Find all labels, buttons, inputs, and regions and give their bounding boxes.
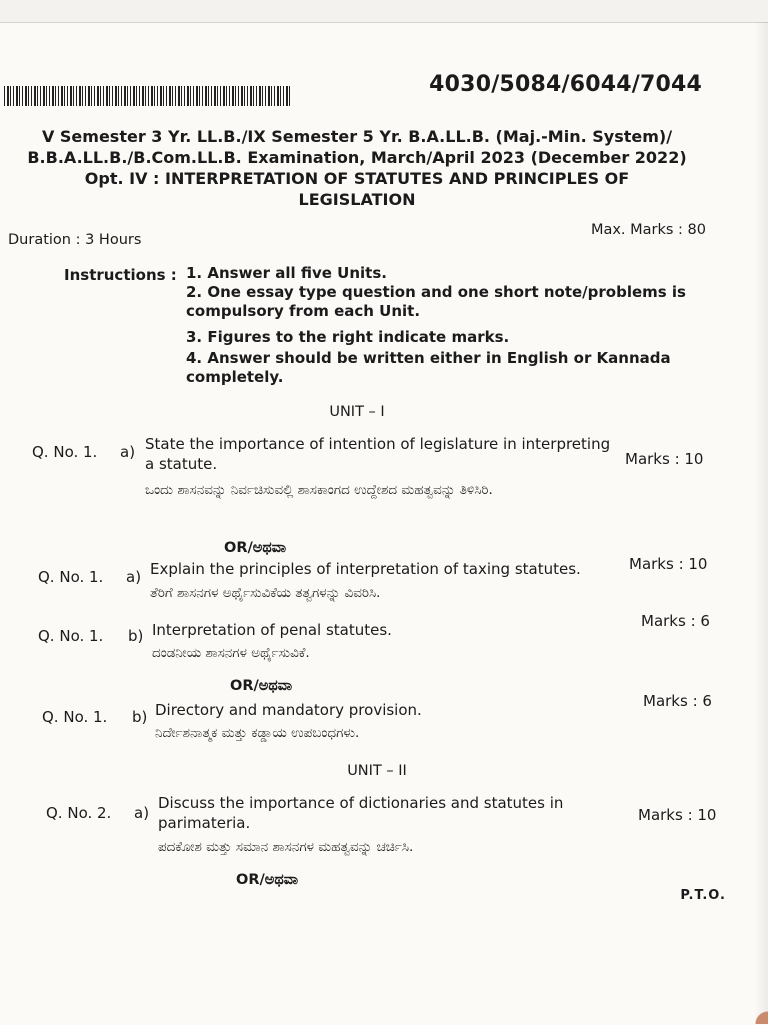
or-divider: OR/ಅಥವಾ: [236, 872, 299, 888]
marks: Marks : 6: [643, 692, 712, 710]
question-text-kannada: ತೆರಿಗೆ ಶಾಸನಗಳ ಅರ್ಥೈಸುವಿಕೆಯ ತತ್ವಗಳನ್ನು ವಿವರಿಸಿ.: [150, 585, 381, 601]
marks: Marks : 10: [638, 806, 717, 824]
finger-corner: [738, 1000, 768, 1024]
question-text: Discuss the importance of dictionaries and statutes in parimateria.: [158, 794, 564, 832]
or-divider: OR/ಅಥವಾ: [224, 540, 287, 556]
question-part: b): [132, 708, 148, 726]
exam-title-line2: B.B.A.LL.B./B.Com.LL.B. Examination, March/April 2023 (December 2022): [27, 148, 687, 167]
question-text: Explain the principles of interpretation of taxing statutes.: [150, 560, 581, 578]
instruction-item: 1. Answer all five Units.: [186, 264, 387, 282]
question-text: Interpretation of penal statutes.: [152, 621, 392, 639]
question-number: Q. No. 1.: [38, 568, 104, 586]
exam-title-line1: V Semester 3 Yr. LL.B./IX Semester 5 Yr. B.A.LL.B. (Maj.-Min. System)/: [41, 127, 673, 146]
question-text-kannada: ದಂಡನೀಯ ಶಾಸನಗಳ ಅರ್ಥೈಸುವಿಕೆ.: [152, 645, 310, 661]
instruction-item: 3. Figures to the right indicate marks.: [186, 328, 510, 346]
question-part: a): [120, 443, 136, 461]
or-divider: OR/ಅಥವಾ: [230, 678, 293, 694]
question-number: Q. No. 1.: [32, 443, 98, 461]
question-text-kannada: ನಿರ್ದೇಶನಾತ್ಮಕ ಮತ್ತು ಕಡ್ಡಾಯ ಉಪಬಂಧಗಳು.: [155, 725, 360, 741]
pto-label: P.T.O.: [680, 888, 726, 903]
question-part: b): [128, 627, 144, 645]
max-marks: Max. Marks : 80: [590, 222, 706, 238]
question-number: Q. No. 1.: [38, 627, 104, 645]
instruction-item: 4. Answer should be written either in English or Kannada completely.: [186, 349, 671, 386]
question-part: a): [134, 804, 150, 822]
marks: Marks : 10: [629, 555, 708, 573]
exam-title-line4: LEGISLATION: [298, 190, 416, 209]
barcode: [4, 86, 292, 106]
question-number: Q. No. 1.: [42, 708, 108, 726]
page-edge-shadow: [754, 22, 768, 1024]
question-number: Q. No. 2.: [46, 804, 112, 822]
question-part: a): [126, 568, 142, 586]
instructions-label: Instructions :: [64, 266, 177, 284]
paper-code: 4030/5084/6044/7044: [429, 72, 702, 97]
question-text-kannada: ಪದಕೋಶ ಮತ್ತು ಸಮಾನ ಶಾಸನಗಳ ಮಹತ್ವವನ್ನು ಚರ್ಚಿಸಿ.: [158, 839, 414, 855]
question-text-kannada: ಒಂದು ಶಾಸನವನ್ನು ನಿರ್ವಚಿಸುವಲ್ಲಿ ಶಾಸಕಾಂಗದ ಉದ್ದೇಶದ ಮಹತ್ವವನ್ನು ತಿಳಿಸಿರಿ.: [145, 482, 493, 498]
exam-title-line3: Opt. IV : INTERPRETATION OF STATUTES AND PRINCIPLES OF: [84, 169, 630, 188]
question-text: Directory and mandatory provision.: [155, 701, 422, 719]
marks: Marks : 10: [625, 450, 704, 468]
unit-heading: UNIT – I: [329, 404, 385, 420]
question-text: State the importance of intention of legislature in interpreting a statute.: [145, 435, 611, 473]
duration: Duration : 3 Hours: [8, 232, 142, 248]
marks: Marks : 6: [641, 612, 710, 630]
unit-heading: UNIT – II: [347, 763, 407, 779]
instruction-item: 2. One essay type question and one short note/problems is compulsory from each Unit.: [186, 283, 686, 320]
